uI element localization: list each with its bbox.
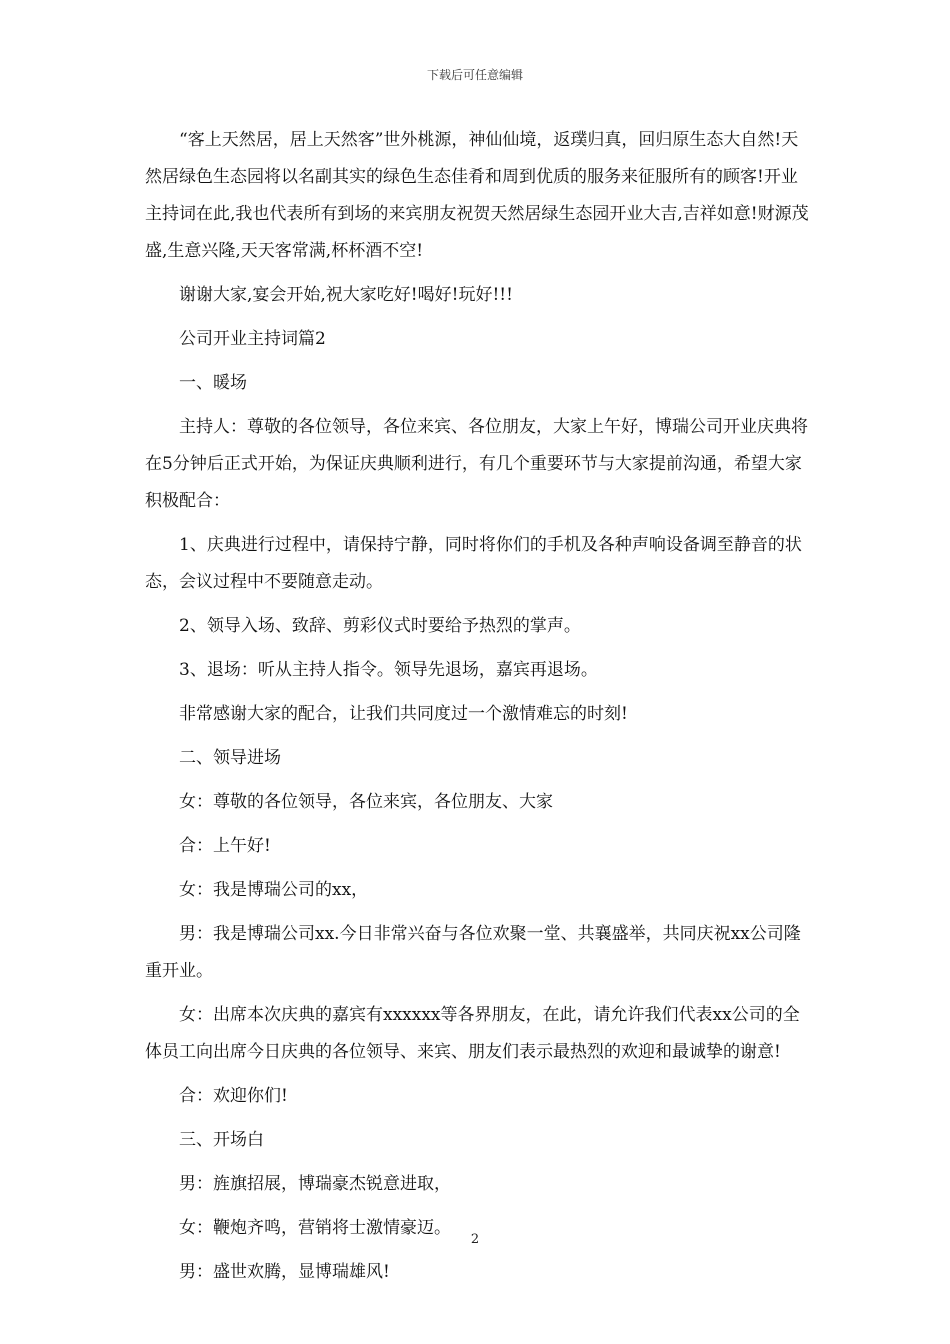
dialogue-line: 女：出席本次庆典的嘉宾有xxxxxx等各界朋友，在此，请允许我们代表xx公司的全体员工向出席今日庆典的各位领导、来宾、朋友们表示最热烈的欢迎和最诚挚的谢意! bbox=[145, 1005, 800, 1062]
page-header: 下载后可任意编辑 bbox=[426, 68, 523, 82]
document-body bbox=[145, 122, 810, 1291]
dialogue-line: 女：我是博瑞公司的xx， bbox=[179, 880, 369, 900]
dialogue-line: 合：上午好! bbox=[179, 836, 271, 856]
dialogue-line: 男：盛世欢腾，显博瑞雄风! bbox=[179, 1262, 390, 1282]
list-item-3: 3、退场：听从主持人指令。领导先退场，嘉宾再退场。 bbox=[179, 660, 598, 680]
page-number: 2 bbox=[470, 1232, 480, 1247]
paragraph-cooperation-thanks: 非常感谢大家的配合，让我们共同度过一个激情难忘的时刻! bbox=[179, 704, 628, 724]
paragraph-opening-praise: “客上天然居，居上天然客”世外桃源，神仙仙境，返璞归真，回归原生态大自然!天然居绿色生态园将以名副其实的绿色生态佳肴和周到优质的服务来征服所有的顾客!开业主持词在此,我也代表所有到场的来宾朋友祝贺天然居绿生态园开业大吉,吉祥如意!财源茂盛,生意兴隆,天天客常满,杯杯酒不空! bbox=[145, 130, 809, 261]
dialogue-line: 女：尊敬的各位领导，各位来宾，各位朋友、大家 bbox=[179, 792, 553, 812]
section-heading-warmup: 一、暖场 bbox=[179, 373, 247, 393]
list-item-2: 2、领导入场、致辞、剪彩仪式时要给予热烈的掌声。 bbox=[179, 616, 581, 636]
list-item-1: 1、庆典进行过程中，请保持宁静，同时将你们的手机及各种声响设备调至静音的状态，会议过程中不要随意走动。 bbox=[145, 535, 802, 592]
paragraph-thanks: 谢谢大家,宴会开始,祝大家吃好!喝好!玩好!!! bbox=[179, 285, 513, 305]
dialogue-line: 女：鞭炮齐鸣，营销将士激情豪迈。 bbox=[179, 1218, 451, 1238]
dialogue-line: 男：旌旗招展，博瑞豪杰锐意进取， bbox=[179, 1174, 451, 1194]
section-title: 公司开业主持词篇2 bbox=[179, 329, 326, 349]
section-heading-leaders-enter: 二、领导进场 bbox=[179, 748, 281, 768]
section-heading-opening: 三、开场白 bbox=[179, 1130, 264, 1150]
paragraph-host-intro: 主持人：尊敬的各位领导，各位来宾、各位朋友，大家上午好，博瑞公司开业庆典将在5分钟后正式开始，为保证庆典顺利进行，有几个重要环节与大家提前沟通，希望大家积极配合： bbox=[145, 417, 808, 511]
dialogue-line: 男：我是博瑞公司xx.今日非常兴奋与各位欢聚一堂、共襄盛举，共同庆祝xx公司隆重开业。 bbox=[145, 924, 801, 981]
dialogue-line: 合：欢迎你们! bbox=[179, 1086, 288, 1106]
